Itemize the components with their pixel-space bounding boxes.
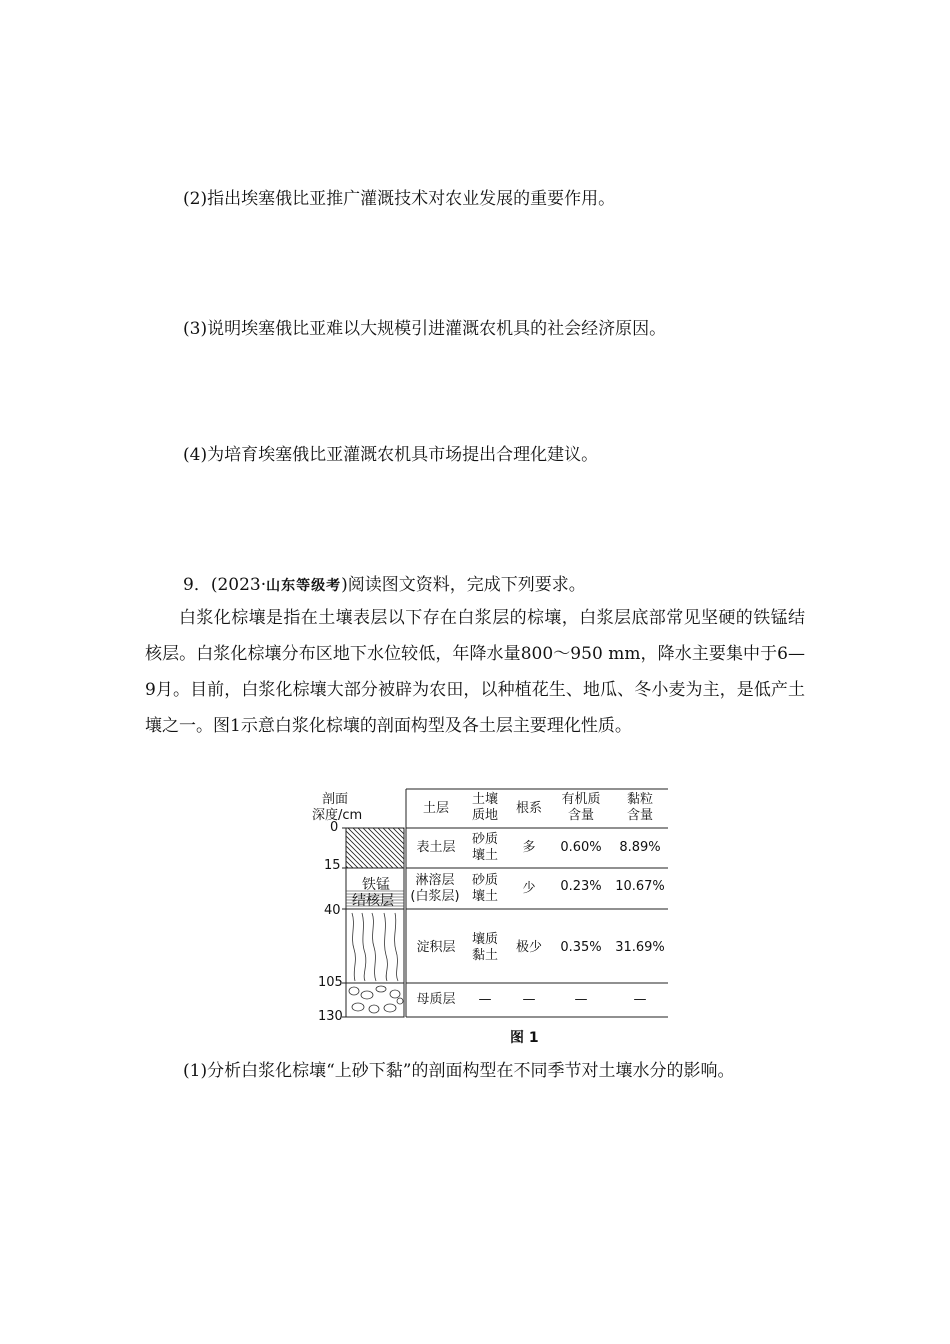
question-4: (4)为培育埃塞俄比亚灌溉农机具市场提出合理化建议。 <box>183 445 599 465</box>
row2-texture-line1: 砂质 <box>471 873 498 888</box>
row3-roots: 极少 <box>515 940 542 955</box>
row2-organic: 0.23% <box>560 879 602 894</box>
question-3: (3)说明埃塞俄比亚难以大规模引进灌溉农机具的社会经济原因。 <box>183 319 667 339</box>
row1-layer: 表土层 <box>416 840 456 855</box>
row4-clay: — <box>633 992 647 1007</box>
row3-clay: 31.69% <box>615 940 665 955</box>
row1-texture-line2: 壤土 <box>471 848 498 863</box>
depth-tick-0: 0 <box>330 820 339 835</box>
header-clay <box>612 792 668 824</box>
iron-nodule-label-line1: 铁锰 <box>362 877 390 893</box>
question-source-close: ) <box>341 575 348 595</box>
row4-layer: 母质层 <box>416 992 456 1007</box>
depth-tick-40: 40 <box>324 903 341 918</box>
header-roots: 根系 <box>515 801 542 816</box>
row2-layer-line1: 淋溶层 <box>415 873 455 888</box>
depth-tick-15: 15 <box>324 858 341 873</box>
row1-texture <box>462 832 508 864</box>
illuvial-layer-fill <box>352 913 398 981</box>
parent-material-fill <box>349 986 403 1013</box>
depth-tick-105: 105 <box>318 975 343 990</box>
depth-tick-130: 130 <box>318 1009 343 1024</box>
question-instruction: 阅读图文资料，完成下列要求。 <box>347 575 586 595</box>
depth-label-line1: 剖面 <box>322 792 349 807</box>
iron-nodule-label-line2: 结核层 <box>352 893 394 909</box>
header-clay-line2: 含量 <box>626 808 653 823</box>
soil-profile-figure <box>310 785 680 1045</box>
row1-organic: 0.60% <box>560 840 602 855</box>
row2-texture <box>462 873 508 905</box>
row3-texture <box>462 932 508 964</box>
question-number: 9． <box>183 575 211 595</box>
row2-texture-line2: 壤土 <box>471 889 498 904</box>
row4-roots: — <box>522 992 536 1007</box>
row4-texture: — <box>478 992 492 1007</box>
question-9-sub1: (1)分析白浆化棕壤“上砂下黏”的剖面构型在不同季节对土壤水分的影响。 <box>183 1061 735 1081</box>
depth-label-line2: 深度/cm <box>312 808 363 823</box>
row3-organic: 0.35% <box>560 940 602 955</box>
question-9-heading <box>183 570 586 595</box>
row2-layer <box>406 873 464 905</box>
figure-caption: 图 1 <box>510 1030 539 1046</box>
row2-roots: 少 <box>522 881 536 896</box>
row4-organic: — <box>574 992 588 1007</box>
question-year: (2023· <box>210 575 267 595</box>
row1-clay: 8.89% <box>619 840 661 855</box>
header-texture-line2: 质地 <box>471 808 498 823</box>
header-texture <box>462 792 508 824</box>
header-organic-line1: 有机质 <box>561 792 601 807</box>
row3-texture-line2: 黏土 <box>471 948 498 963</box>
header-clay-line1: 黏粒 <box>626 792 653 807</box>
row1-roots: 多 <box>522 840 536 855</box>
question-source: 山东等级考 <box>266 578 342 594</box>
row3-texture-line1: 壤质 <box>471 932 498 947</box>
header-texture-line1: 土壤 <box>471 792 498 807</box>
row2-layer-line2: (白浆层) <box>410 889 460 904</box>
topsoil-layer-fill <box>346 828 404 868</box>
header-organic-line2: 含量 <box>567 808 594 823</box>
row2-clay: 10.67% <box>615 879 665 894</box>
material-paragraph: 白浆化棕壤是指在土壤表层以下存在白浆层的棕壤，白浆层底部常见坚硬的铁锰结核层。白浆化棕壤分布区地下水位较低，年降水量800～950 mm，降水主要集中于6—9月。目前，白浆化棕壤大部分被辟为农田，以种植花生、地瓜、冬小麦为主，是低产土壤之一。图1示意白浆化棕壤的剖面构型及各土层主要理化性质。 <box>145 608 805 736</box>
header-layer: 土层 <box>422 801 449 816</box>
row3-layer: 淀积层 <box>416 940 456 955</box>
header-organic <box>550 792 612 824</box>
question-2: (2)指出埃塞俄比亚推广灌溉技术对农业发展的重要作用。 <box>183 189 616 209</box>
row1-texture-line1: 砂质 <box>471 832 498 847</box>
